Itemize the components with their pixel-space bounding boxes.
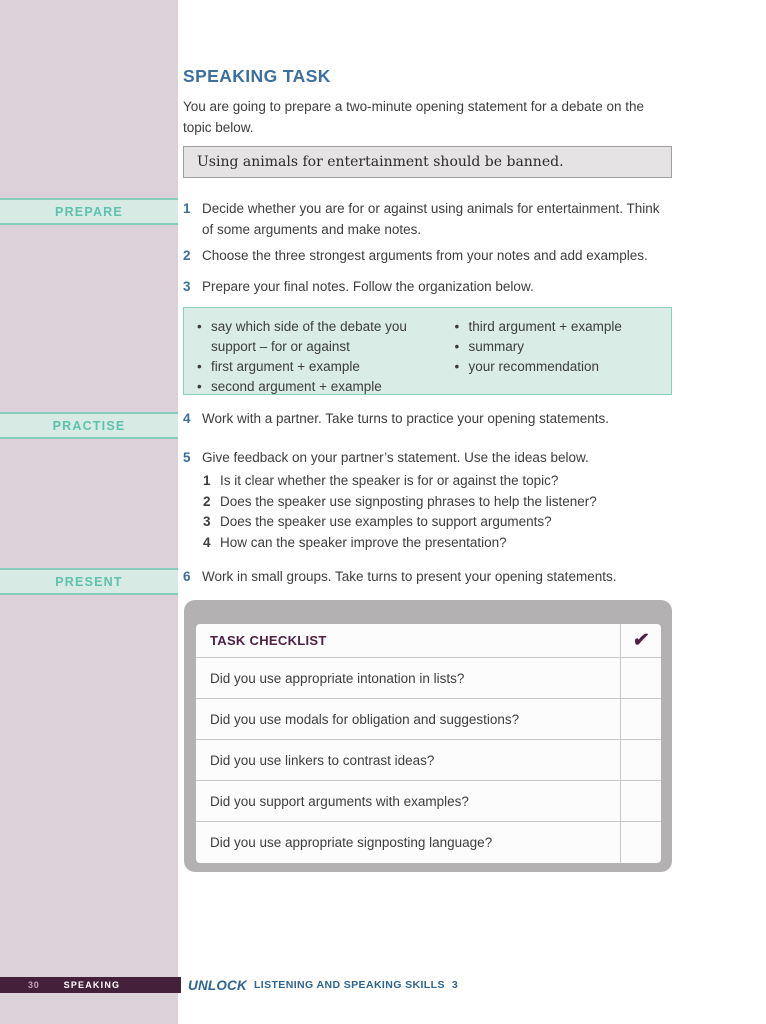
task-checklist-panel bbox=[184, 600, 672, 872]
feedback-number: 4 bbox=[203, 534, 211, 550]
checklist-checkbox-cell bbox=[620, 822, 661, 863]
feedback-question bbox=[203, 512, 663, 533]
instruction-number: 6 bbox=[183, 569, 191, 584]
list-item bbox=[451, 357, 661, 377]
debate-topic-text: Using animals for entertainment should be banned. bbox=[197, 154, 564, 170]
checklist-question: Did you use modals for obligation and suggestions? bbox=[210, 711, 520, 727]
organization-column-left bbox=[194, 317, 451, 394]
series-level: 3 bbox=[451, 979, 458, 991]
list-item bbox=[194, 317, 451, 357]
instruction-number: 4 bbox=[183, 411, 191, 426]
instruction-text: Work with a partner. Take turns to practice your opening statements. bbox=[202, 411, 609, 426]
checklist-question: Did you use linkers to contrast ideas? bbox=[210, 752, 435, 768]
stage-label-present bbox=[0, 568, 178, 595]
feedback-number: 2 bbox=[203, 493, 211, 509]
checklist-row bbox=[196, 699, 661, 740]
bullet-icon: • bbox=[197, 379, 202, 394]
feedback-question-list bbox=[203, 471, 663, 553]
feedback-text: Does the speaker use examples to support arguments? bbox=[220, 514, 552, 529]
feedback-text: Is it clear whether the speaker is for or against the topic? bbox=[220, 473, 559, 488]
list-item bbox=[451, 317, 661, 337]
checklist-title: TASK CHECKLIST bbox=[210, 633, 327, 648]
checklist-checkbox-cell bbox=[620, 781, 661, 821]
stage-label-prepare bbox=[0, 198, 178, 225]
instruction-item-5 bbox=[183, 447, 672, 468]
instruction-text: Give feedback on your partner’s statement. Use the ideas below. bbox=[202, 450, 589, 465]
bullet-icon: • bbox=[454, 359, 460, 374]
instruction-item-4 bbox=[183, 408, 672, 429]
stage-label-text: PRESENT bbox=[55, 574, 123, 589]
instruction-item-2 bbox=[183, 245, 672, 266]
stage-label-text: PREPARE bbox=[55, 204, 123, 219]
organization-item: first argument + example bbox=[211, 359, 360, 374]
feedback-question bbox=[203, 492, 663, 513]
instruction-number: 1 bbox=[183, 201, 191, 216]
page-number: 30 bbox=[28, 980, 40, 990]
checklist-row bbox=[196, 822, 661, 863]
checklist-row bbox=[196, 740, 661, 781]
organization-box bbox=[183, 307, 672, 395]
bullet-icon: • bbox=[454, 319, 460, 334]
feedback-question bbox=[203, 533, 663, 554]
feedback-question bbox=[203, 471, 663, 492]
checklist-checkbox-cell bbox=[620, 699, 661, 739]
organization-item: say which side of the debate you support – for or against bbox=[211, 319, 407, 354]
footer-section-bar bbox=[0, 977, 181, 993]
page-title: SPEAKING TASK bbox=[183, 66, 331, 86]
checklist-checkbox-cell bbox=[620, 658, 661, 698]
organization-item: third argument + example bbox=[468, 319, 622, 334]
footer-section-label: SPEAKING bbox=[63, 980, 121, 990]
intro-text: You are going to prepare a two-minute opening statement for a debate on the topic below. bbox=[183, 99, 645, 135]
instruction-item-1 bbox=[183, 198, 672, 240]
checklist-check-column bbox=[620, 624, 661, 657]
checkmark-icon: ✔ bbox=[631, 630, 651, 651]
feedback-number: 1 bbox=[203, 473, 211, 488]
list-item bbox=[194, 357, 451, 377]
checklist-checkbox-cell bbox=[620, 740, 661, 780]
debate-topic-box bbox=[183, 146, 672, 178]
instruction-text: Prepare your final notes. Follow the organization below. bbox=[202, 279, 534, 294]
unlock-logo: UNLOCK bbox=[188, 977, 247, 993]
checklist-question: Did you support arguments with examples? bbox=[210, 793, 469, 809]
left-margin-strip bbox=[0, 0, 178, 1024]
checklist-row bbox=[196, 658, 661, 699]
instruction-text: Decide whether you are for or against using animals for entertainment. Think of some arguments and make notes. bbox=[202, 201, 660, 237]
checklist-question: Did you use appropriate intonation in lists? bbox=[210, 670, 465, 686]
task-checklist-table bbox=[196, 624, 661, 863]
organization-column-right bbox=[451, 317, 661, 385]
feedback-number: 3 bbox=[203, 514, 211, 529]
organization-item: second argument + example bbox=[211, 379, 382, 394]
bullet-icon: • bbox=[197, 359, 202, 374]
instruction-number: 2 bbox=[183, 248, 191, 263]
instruction-number: 5 bbox=[183, 450, 191, 465]
instruction-text: Work in small groups. Take turns to present your opening statements. bbox=[202, 569, 617, 584]
organization-item: summary bbox=[468, 339, 524, 354]
checklist-row bbox=[196, 781, 661, 822]
instruction-text: Choose the three strongest arguments from your notes and add examples. bbox=[202, 248, 648, 263]
feedback-text: How can the speaker improve the presentation? bbox=[220, 534, 507, 550]
checklist-question: Did you use appropriate signposting language? bbox=[210, 835, 493, 850]
bullet-icon: • bbox=[197, 319, 202, 334]
instruction-item-3 bbox=[183, 276, 672, 297]
organization-item: your recommendation bbox=[468, 359, 600, 374]
instruction-item-6 bbox=[183, 566, 672, 587]
series-title: LISTENING AND SPEAKING SKILLS bbox=[253, 979, 445, 991]
stage-label-practise bbox=[0, 412, 178, 439]
footer-series-line bbox=[188, 975, 458, 995]
checklist-header-row bbox=[196, 624, 661, 658]
list-item bbox=[194, 377, 451, 397]
bullet-icon: • bbox=[454, 339, 460, 354]
instruction-number: 3 bbox=[183, 279, 191, 294]
feedback-text: Does the speaker use signposting phrases to help the listener? bbox=[220, 493, 597, 509]
list-item bbox=[451, 337, 661, 357]
stage-label-text: PRACTISE bbox=[52, 418, 126, 433]
